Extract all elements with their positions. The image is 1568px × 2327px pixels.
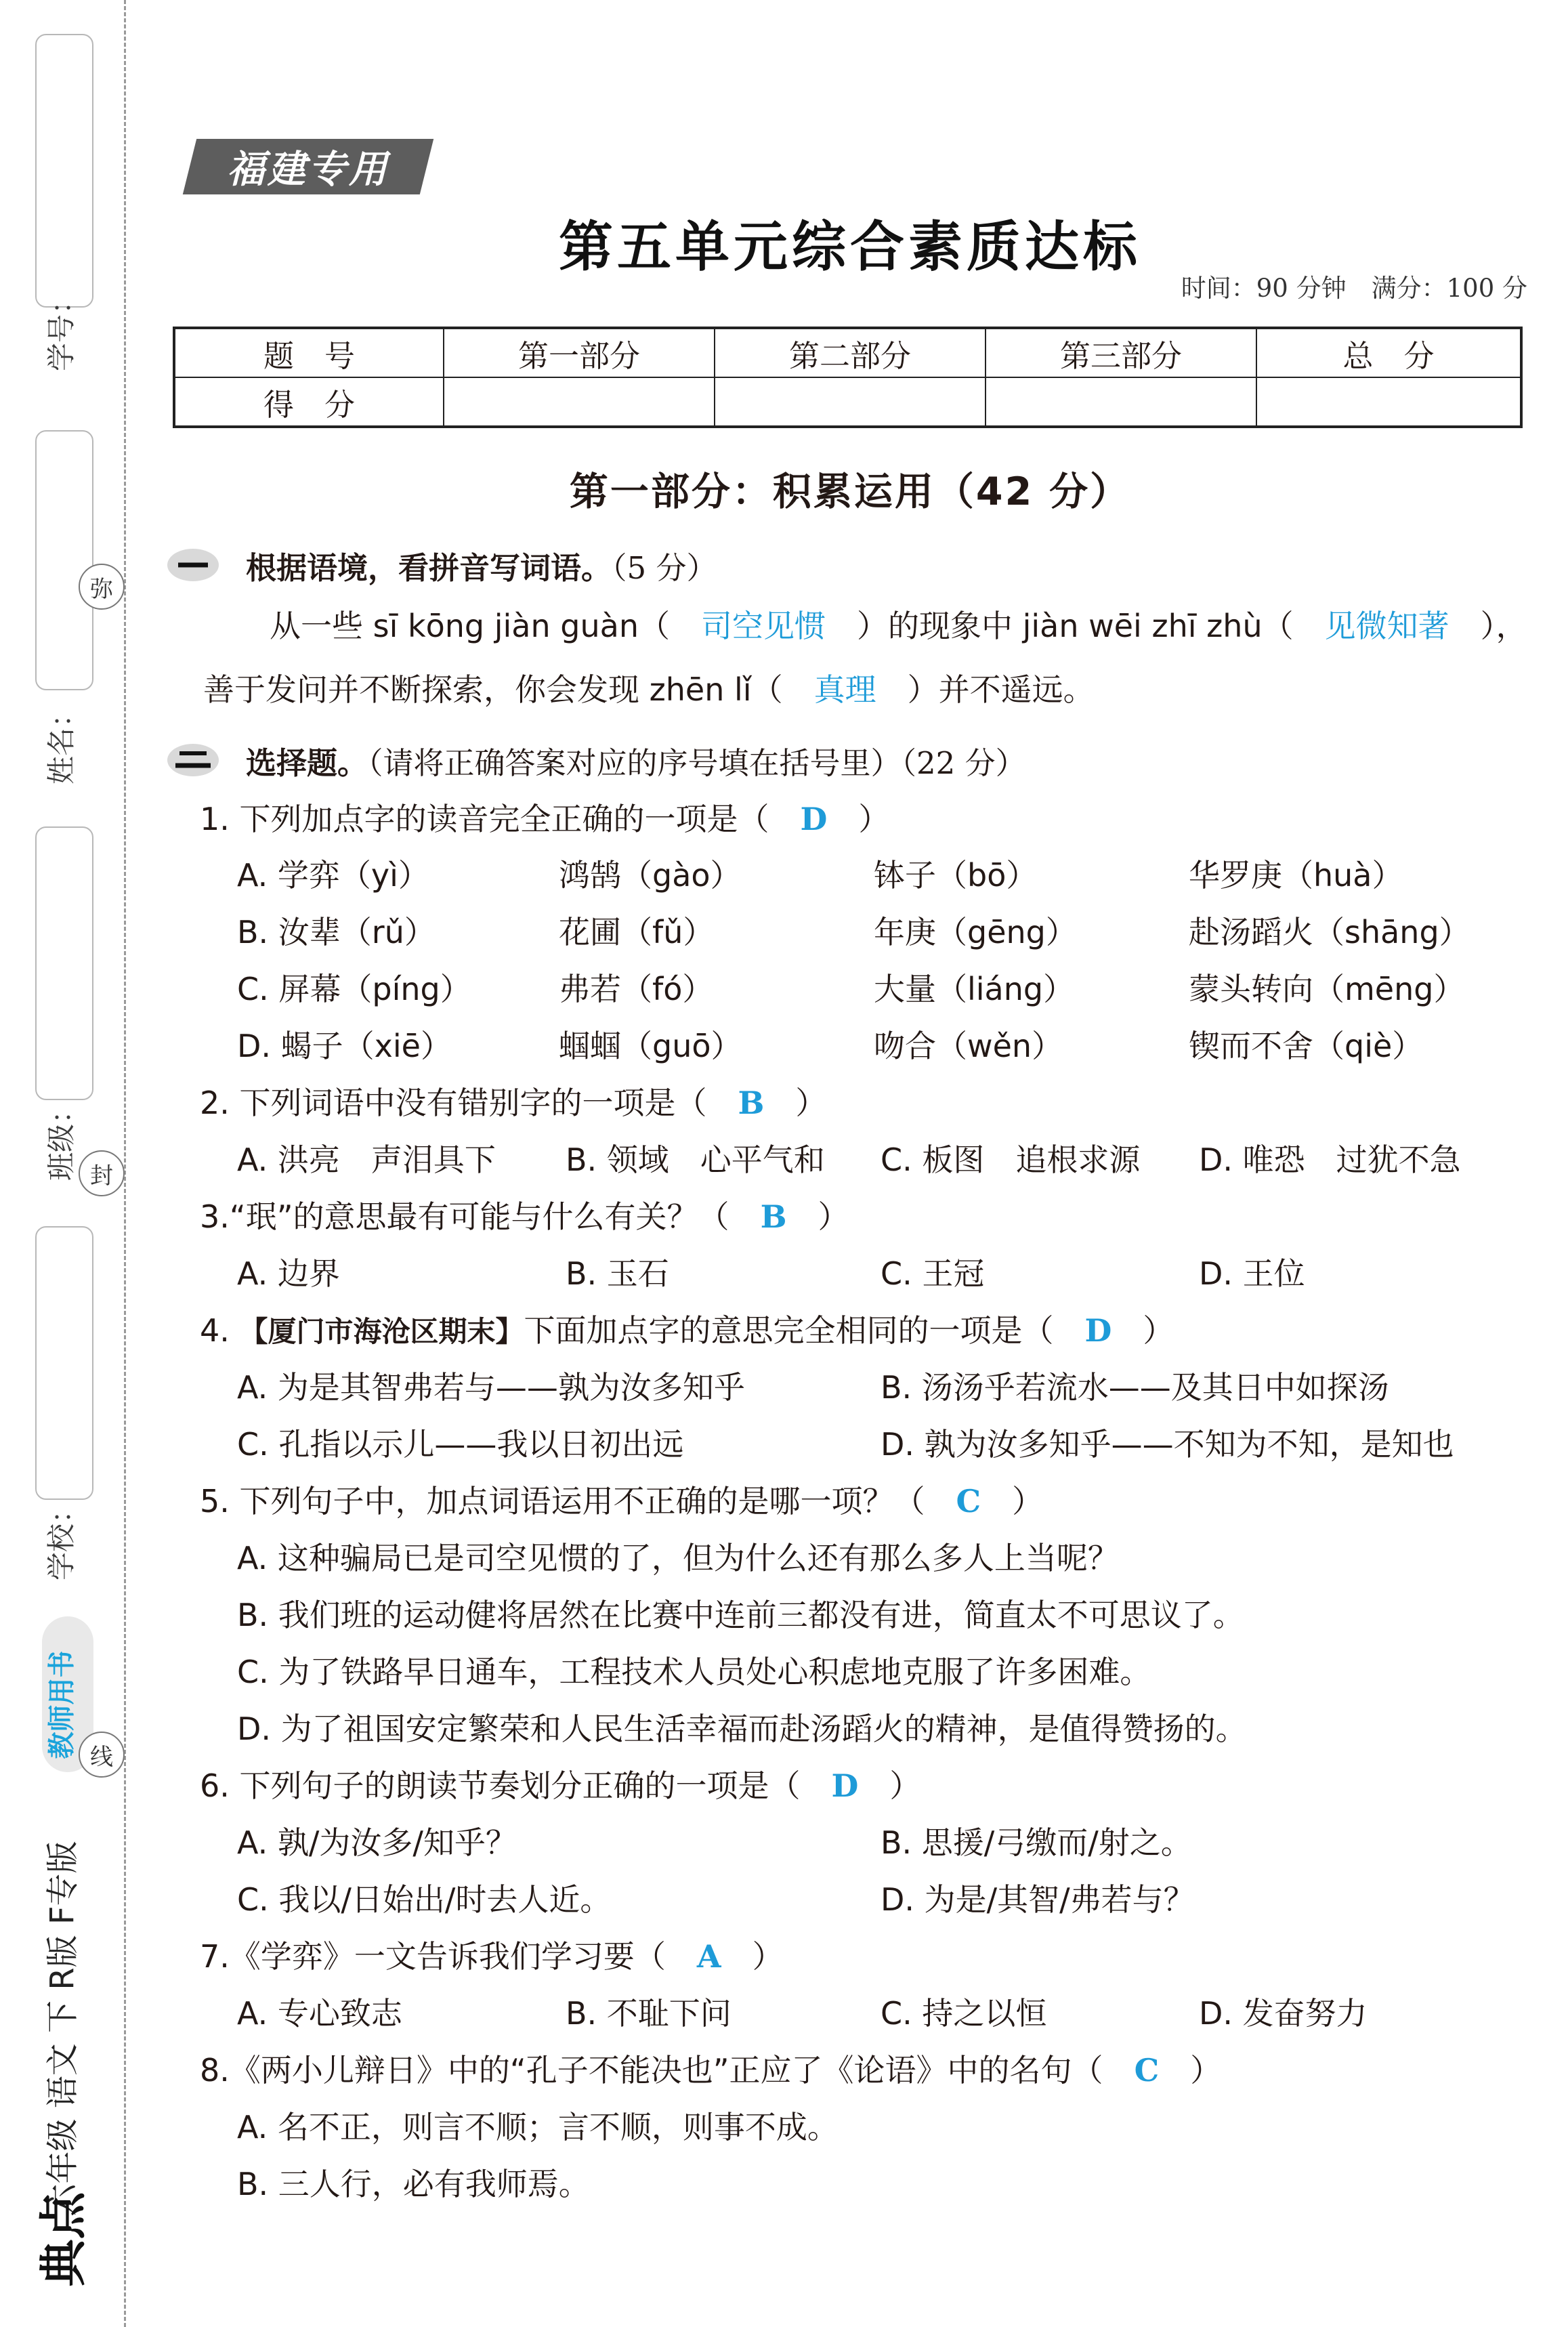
q1-option: 华罗庚（huà） <box>1189 857 1403 894</box>
score-cell[interactable] <box>715 377 986 427</box>
answer-q7: A <box>696 1938 721 1975</box>
question-4: 4. 【厦门市海沧区期末】下面加点字的意思完全相同的一项是（ D ） <box>200 1312 1174 1349</box>
score-cell[interactable] <box>444 377 715 427</box>
student-id-box <box>35 34 93 308</box>
answer-3: 真理 <box>813 671 876 708</box>
q1-option: 弗若（fó） <box>559 971 714 1007</box>
q6-option: C. 我以/日始出/时去人近。 <box>237 1881 612 1918</box>
q7-option: D. 发奋努力 <box>1199 1995 1368 2032</box>
answer-1: 司空见惯 <box>700 608 826 644</box>
q6-option: D. 为是/其智/弗若与？ <box>881 1881 1195 1918</box>
class-box <box>35 826 93 1100</box>
q3-option: D. 王位 <box>1199 1255 1305 1292</box>
q1-option: 锲而不舍（qiè） <box>1189 1028 1424 1064</box>
question-5: 5. 下列句子中，加点词语运用不正确的是哪一项？（ C ） <box>200 1483 1044 1519</box>
region-tag: 福建专用 <box>183 139 433 194</box>
seal-circle-3: 线 <box>79 1732 125 1778</box>
q1-option: 花圃（fǔ） <box>559 914 715 950</box>
q2-option: B. 领域 心平气和 <box>566 1141 825 1178</box>
q2-option: C. 板图 追根求源 <box>881 1141 1141 1178</box>
q5-option: D. 为了祖国安定繁荣和人民生活幸福而赴汤蹈火的精神，是值得赞扬的。 <box>237 1711 1247 1747</box>
question-6: 6. 下列句子的朗读节奏划分正确的一项是（ D ） <box>200 1767 921 1804</box>
q1-option: 蒙头转向（mēng） <box>1189 971 1465 1007</box>
pinyin-line-1: 从一些 sī kōng jiàn guàn（ 司空见惯 ）的现象中 jiàn wēi zhī zhù（ 见微知著 ）， <box>270 608 1527 644</box>
question-3: 3.“珉”的意思最有可能与什么有关？（ B ） <box>200 1198 849 1235</box>
score-cell[interactable] <box>986 377 1256 427</box>
page-title: 第五单元综合素质达标 <box>559 215 1141 278</box>
q3-option: A. 边界 <box>237 1255 340 1292</box>
score-header-cell: 题 号 <box>174 328 444 377</box>
q8-option: B. 三人行，必有我师焉。 <box>237 2166 590 2202</box>
question-7: 7.《学弈》一文告诉我们学习要（ A ） <box>200 1938 784 1975</box>
school-label: 学校： <box>45 1494 78 1581</box>
school-box <box>35 1226 93 1500</box>
pinyin-line-2: 善于发问并不断探索，你会发现 zhēn lǐ（ 真理 ）并不遥远。 <box>203 671 1095 708</box>
q7-option: B. 不耻下问 <box>566 1995 732 2032</box>
question-2: 2. 下列词语中没有错别字的一项是（ B ） <box>200 1085 827 1121</box>
q4-option: B. 汤汤乎若流水——及其日中如探汤 <box>881 1369 1389 1406</box>
question-8: 8.《两小儿辩日》中的“孔子不能决也”正应了《论语》中的名句（ C ） <box>200 2052 1222 2089</box>
brand-logo: 典点 <box>35 2192 91 2287</box>
name-label: 姓名： <box>45 698 78 785</box>
q8-option: A. 名不正，则言不顺；言不顺，则事不成。 <box>237 2109 839 2145</box>
q1-option: A. 学弈（yì） <box>237 857 429 894</box>
answer-q6: D <box>831 1767 859 1804</box>
q1-option: 吻合（wěn） <box>874 1028 1063 1064</box>
q1-option: 鸿鹄（gào） <box>559 857 742 894</box>
q7-option: A. 专心致志 <box>237 1995 402 2032</box>
q2-option: D. 唯恐 过犹不急 <box>1199 1141 1461 1178</box>
q4-option: A. 为是其智弗若与——孰为汝多知乎 <box>237 1369 745 1406</box>
teacher-badge: 教师用书 <box>46 1650 78 1759</box>
q3-option: C. 王冠 <box>881 1255 985 1292</box>
q7-option: C. 持之以恒 <box>881 1995 1047 2032</box>
cut-line <box>124 0 126 2327</box>
score-table <box>173 327 1523 428</box>
answer-q5: C <box>956 1483 981 1519</box>
q1-option: B. 汝辈（rǔ） <box>237 914 436 950</box>
section-number-icon <box>166 542 228 583</box>
time-info: 时间：90 分钟 满分：100 分 <box>1181 274 1527 303</box>
score-row-label: 得 分 <box>174 377 444 427</box>
q1-option: 年庚（gēng） <box>874 914 1077 950</box>
q1-option: 蝈蝈（guō） <box>559 1028 742 1064</box>
q6-option: B. 思援/弓缴而/射之。 <box>881 1824 1192 1861</box>
q5-option: C. 为了铁路早日通车，工程技术人员处心积虑地克服了许多困难。 <box>237 1654 1151 1690</box>
answer-q3: B <box>760 1198 787 1235</box>
class-label: 班级： <box>45 1095 78 1181</box>
q1-option: C. 屏幕（píng） <box>237 971 471 1007</box>
section-number-icon <box>166 737 228 778</box>
q1-option: 赴汤蹈火（shāng） <box>1189 914 1470 950</box>
answer-2: 见微知著 <box>1324 608 1449 644</box>
q4-option: D. 孰为汝多知乎——不知为不知，是知也 <box>881 1426 1454 1463</box>
score-header-cell: 第三部分 <box>986 328 1256 377</box>
q2-option: A. 洪亮 声泪具下 <box>237 1141 496 1178</box>
student-id-label: 学号： <box>45 285 78 372</box>
q6-option: A. 孰/为汝多/知乎？ <box>237 1824 517 1861</box>
score-header-cell: 第二部分 <box>715 328 986 377</box>
score-cell[interactable] <box>1256 377 1521 427</box>
q1-option: 钵子（bō） <box>874 857 1038 894</box>
q5-option: A. 这种骗局已是司空见惯的了，但为什么还有那么多人上当呢？ <box>237 1540 1119 1576</box>
answer-q4: D <box>1084 1312 1112 1349</box>
name-box <box>35 430 93 690</box>
score-header-cell: 第一部分 <box>444 328 715 377</box>
book-info: 六年级 语文 下 R版 F专版 <box>43 1841 82 2217</box>
answer-q1: D <box>800 801 828 837</box>
answer-q2: B <box>738 1085 765 1121</box>
answer-q8: C <box>1134 2052 1160 2089</box>
question-1: 1. 下列加点字的读音完全正确的一项是（ D ） <box>200 801 890 837</box>
part1-title: 第一部分：积累运用（42 分） <box>569 469 1131 514</box>
seal-circle-2: 封 <box>79 1150 125 1196</box>
q4-option: C. 孔指以示儿——我以日初出远 <box>237 1426 684 1463</box>
score-header-cell: 总 分 <box>1256 328 1521 377</box>
q1-option: D. 蝎子（xiē） <box>237 1028 452 1064</box>
q3-option: B. 玉石 <box>566 1255 669 1292</box>
q5-option: B. 我们班的运动健将居然在比赛中连前三都没有进，简直太不可思议了。 <box>237 1597 1244 1633</box>
q1-option: 大量（liáng） <box>874 971 1075 1007</box>
seal-circle-1: 弥 <box>79 564 125 610</box>
